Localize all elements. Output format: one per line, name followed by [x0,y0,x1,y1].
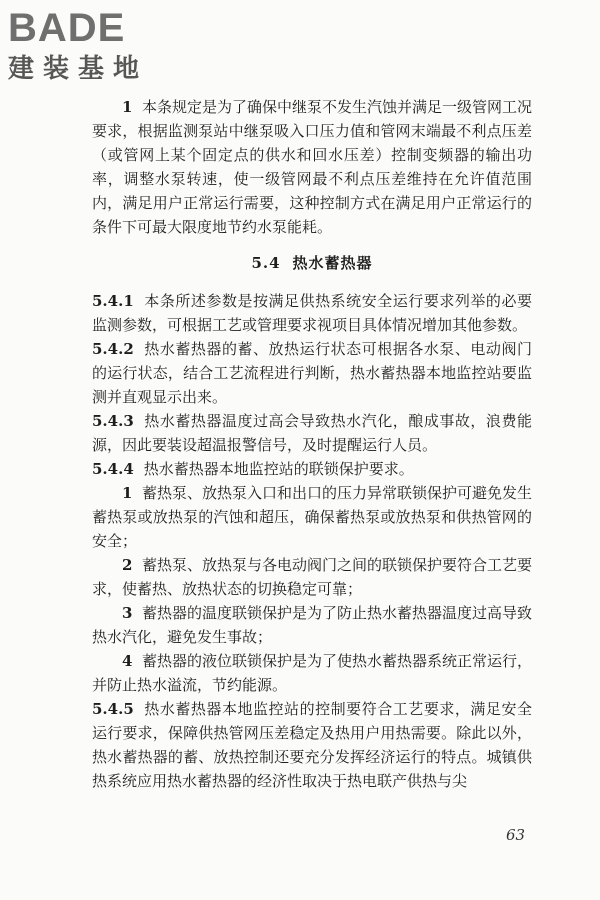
clause-text: 热水蓄热器温度过高会导致热水汽化，酿成事故，浪费能源，因此要装设超温报警信号，及时提醒运行人员。 [92,412,532,454]
item-text: 蓄热器的液位联锁保护是为了使热水蓄热器系统正常运行，并防止热水溢流，节约能源。 [92,652,532,694]
page-number: 63 [506,826,526,844]
section-heading [92,251,532,275]
section-title: 热水蓄热器 [292,254,373,272]
item-text: 蓄热泵、放热泵与各电动阀门之间的联锁保护要符合工艺要求，使蓄热、放热状态的切换稳定可靠； [92,556,532,598]
clause-number: 5.4.1 [92,292,134,310]
clause-5-4-1 [92,289,532,337]
bade-logo [8,6,178,86]
item-number: 1 [122,484,133,502]
item-number: 3 [122,604,133,622]
intro-item-number: 1 [122,98,133,116]
logo-brand-text: BADE [8,6,126,50]
section-number: 5.4 [251,254,281,272]
clause-5-4-2 [92,337,532,409]
clause-5-4-3 [92,409,532,457]
item-text: 蓄热器的温度联锁保护是为了防止热水蓄热器温度过高导致热水汽化，避免发生事故； [92,604,532,646]
intro-item-text: 本条规定是为了确保中继泵不发生汽蚀并满足一级管网工况要求，根据监测泵站中继泵吸入口压力值和管网末端最不利点压差（或管网上某个固定点的供水和回水压差）控制变频器的输出功率，调整水泵转速，使一级管网最不利点压差维持在允许值范围内，满足用户正常运行需要，这种控制方式在满足用户正常运行的条件下可最大限度地节约水泵能耗。 [92,98,532,236]
list-item-1 [92,481,532,553]
clause-5-4-4 [92,457,532,481]
clause-text: 热水蓄热器的蓄、放热运行状态可根据各水泵、电动阀门的运行状态，结合工艺流程进行判断，热水蓄热器本地监控站要监测并直观显示出来。 [92,340,532,406]
list-item-4 [92,649,532,697]
clause-text: 热水蓄热器本地监控站的联锁保护要求。 [143,460,414,478]
logo-chinese: 建装基地 [8,54,149,84]
list-item-3 [92,601,532,649]
clause-text: 热水蓄热器本地监控站的控制要符合工艺要求，满足安全运行要求，保障供热管网压差稳定及热用户用热需要。除此以外，热水蓄热器的蓄、放热控制还要充分发挥经济运行的特点。城镇供热系统应用热水蓄热器的经济性取决于热电联产供热与尖 [92,700,532,790]
item-number: 4 [122,652,133,670]
item-text: 蓄热泵、放热泵入口和出口的压力异常联锁保护可避免发生蓄热泵或放热泵的汽蚀和超压，确保蓄热泵或放热泵和供热管网的安全； [92,484,532,550]
intro-paragraph [92,95,532,239]
clause-number: 5.4.2 [92,340,134,358]
clause-5-4-5 [92,697,532,793]
clause-number: 5.4.4 [92,460,134,478]
item-number: 2 [122,556,133,574]
clause-text: 本条所述参数是按满足供热系统安全运行要求列举的必要监测参数，可根据工艺或管理要求视项目具体情况增加其他参数。 [92,292,532,334]
clause-number: 5.4.5 [92,700,134,718]
logo-brand [8,6,178,50]
page-body [92,95,532,793]
list-item-2 [92,553,532,601]
clause-number: 5.4.3 [92,412,134,430]
